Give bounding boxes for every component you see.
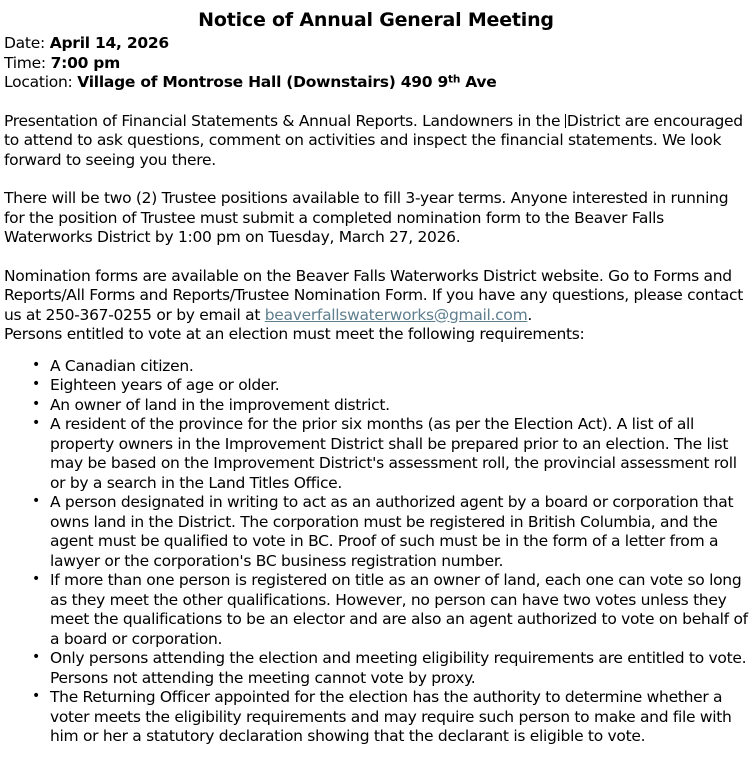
time-label: Time: <box>4 53 46 72</box>
location-value-tail: Ave <box>460 73 497 91</box>
paragraph-presentation <box>4 112 748 171</box>
list-item: • Eighteen years of age or older. <box>0 376 748 396</box>
meeting-detail-location <box>4 73 752 93</box>
list-item: • A Canadian citizen. <box>0 357 748 377</box>
page-title: Notice of Annual General Meeting <box>198 9 554 31</box>
date-label: Date: <box>4 34 46 52</box>
date-value: April 14, 2026 <box>49 34 169 52</box>
meeting-details <box>4 34 752 93</box>
list-item: • If more than one person is registered on title as an owner of land, each one can vote so long as they meet the other qualifications. However, no person can have two votes unless they meet the qualifications to be an elector and are also an agent authorized to vote on behalf of a board or corporation. <box>0 571 748 649</box>
list-item: • The Returning Officer appointed for the election has the authority to determine whether a voter meets the eligibility requirements and may require such person to make and file with him or her a statutory declaration showing that the declarant is eligible to vote. <box>0 688 748 747</box>
paragraph-requirements-intro: Persons entitled to vote at an election must meet the following requirements: <box>4 325 585 343</box>
location-value-main: Village of Montrose Hall (Downstairs) 490 9 <box>77 73 449 91</box>
document-page <box>0 8 752 770</box>
location-label: Location: <box>4 73 73 91</box>
email-link[interactable]: beaverfallswaterworks@gmail.com <box>264 305 528 324</box>
paragraph-trustee-positions: There will be two (2) Trustee positions available to fill 3-year terms. Anyone interested in running for the position of Trustee must submit a completed nomination form to the Beaver Falls Waterworks District by 1:00 pm on Tuesday, March 27, 2026. <box>4 189 729 246</box>
paragraph-nomination-forms <box>4 267 748 326</box>
location-ordinal-suffix: th <box>448 73 461 86</box>
spacer-before-list <box>0 345 752 355</box>
spacer-after-presentation <box>0 170 752 189</box>
list-item: • An owner of land in the improvement district. <box>0 396 748 416</box>
text-caret <box>565 114 566 128</box>
time-value: 7:00 pm <box>50 53 121 72</box>
meeting-detail-date <box>4 34 752 54</box>
location-value <box>77 73 496 91</box>
paragraph-presentation-part1: Presentation of Financial Statements & Annual Reports. Landowners in the <box>4 111 565 130</box>
list-item: • A person designated in writing to act as an authorized agent by a board or corporation that owns land in the District. The corporation must be registered in British Columbia, and the agent must be qualified to vote in BC. Proof of such must be in the form of a letter from a lawyer or the corporation's BC business registration number. <box>0 493 748 571</box>
paragraph-nomination-part1: Nomination forms are available on the Beaver Falls Waterworks District website. Go to Forms and Reports/All Forms and Reports/Trustee Nomination Form. If you have any questions, please contact us at 250-367-0255 or by email at <box>4 266 744 324</box>
list-item: • Only persons attending the election and meeting eligibility requirements are entitled to vote. Persons not attending the meeting cannot vote by proxy. <box>0 649 748 688</box>
list-item: • A resident of the province for the prior six months (as per the Election Act). A list of all property owners in the Improvement District shall be prepared prior to an election. The list may be based on the Improvement District's assessment roll, the provincial assessment roll or by a search in the Land Titles Office. <box>0 415 748 493</box>
spacer-after-trustee <box>0 248 752 267</box>
requirements-list <box>0 357 752 747</box>
meeting-detail-time <box>4 54 752 74</box>
paragraph-presentation-part2: District are encouraged to attend to ask questions, comment on activities and inspect the financial statements. We look forward to seeing you there. <box>4 111 743 169</box>
paragraph-nomination-part2: . <box>527 305 533 324</box>
spacer-after-details <box>0 93 752 112</box>
